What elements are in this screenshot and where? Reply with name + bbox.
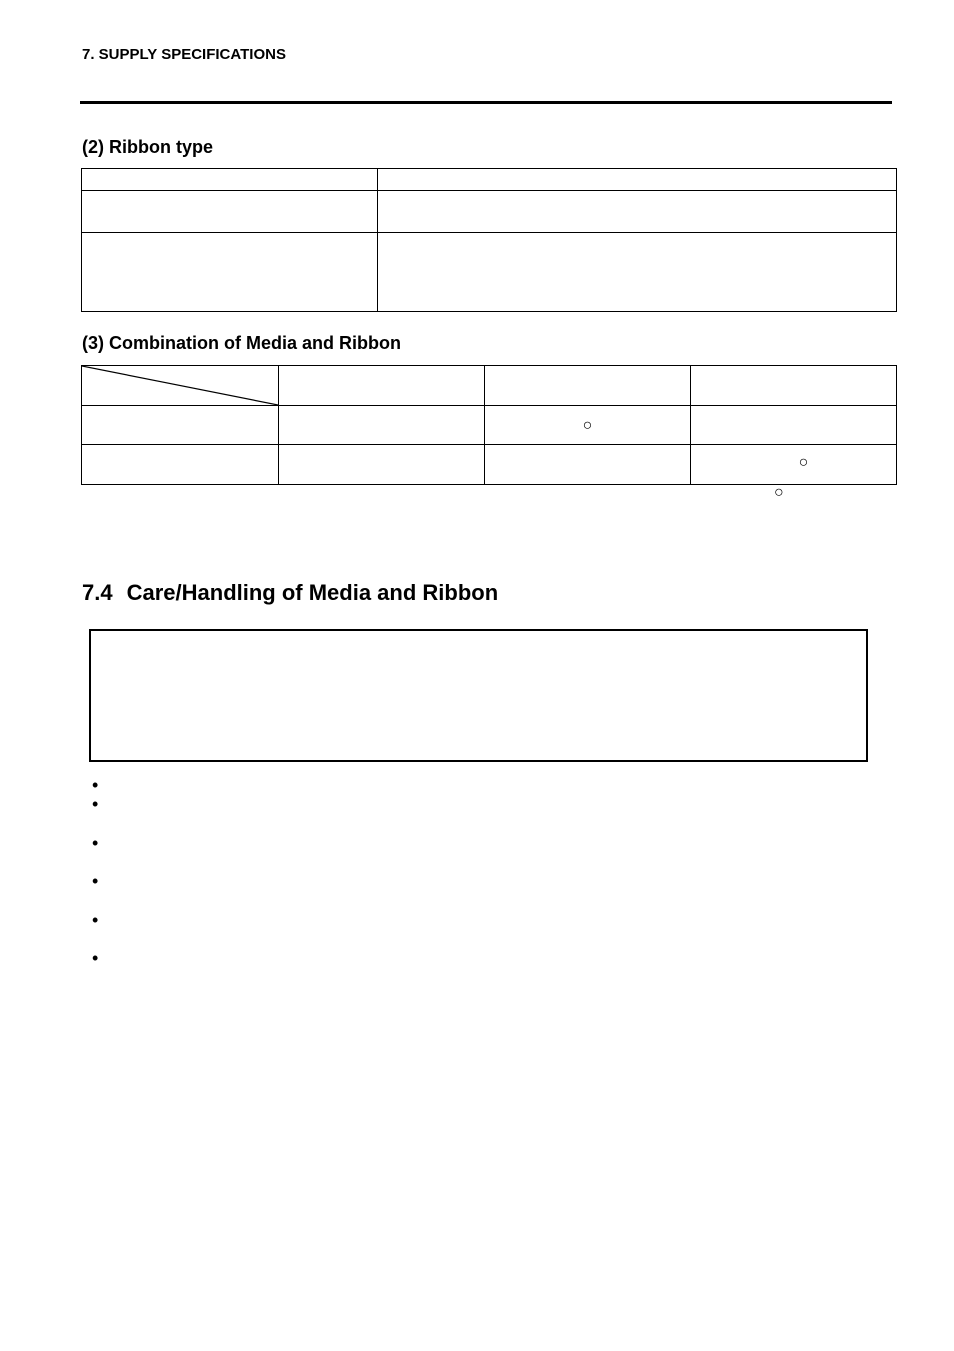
list-item: •	[92, 775, 99, 795]
table-row	[82, 406, 897, 445]
table-cell	[279, 445, 485, 485]
compatible-mark: ○	[798, 454, 809, 471]
diagonal-line	[82, 366, 278, 405]
ribbon-type-heading: (2) Ribbon type	[82, 137, 213, 157]
table-row	[82, 191, 897, 233]
footnote-mark: ○	[774, 484, 784, 501]
table-cell	[485, 445, 691, 485]
table-cell	[691, 366, 897, 406]
list-item: •	[92, 910, 99, 930]
table-cell	[378, 191, 897, 233]
section-title-text: Care/Handling of Media and Ribbon	[126, 580, 499, 605]
table-cell	[82, 169, 378, 191]
table-row	[82, 169, 897, 191]
list-item: •	[92, 833, 99, 853]
diagonal-header-cell	[82, 366, 279, 406]
section-title	[82, 580, 498, 606]
table-row	[82, 445, 897, 485]
table-cell	[82, 445, 279, 485]
table-cell	[279, 366, 485, 406]
ribbon-type-table	[81, 168, 897, 312]
table-cell	[279, 406, 485, 445]
table-cell	[82, 233, 378, 312]
list-item: •	[92, 794, 99, 814]
caution-box	[89, 629, 868, 762]
table-cell	[691, 406, 897, 445]
table-cell	[691, 445, 897, 485]
table-cell	[82, 406, 279, 445]
header-rule	[80, 101, 892, 104]
list-item: •	[92, 871, 99, 891]
table-row	[82, 366, 897, 406]
table-cell	[485, 406, 691, 445]
table-cell	[378, 233, 897, 312]
table-cell	[485, 366, 691, 406]
section-number: 7.4	[82, 580, 113, 605]
table-cell	[378, 169, 897, 191]
table-cell	[82, 191, 378, 233]
table-row	[82, 233, 897, 312]
combination-table	[81, 365, 897, 485]
compatible-mark: ○	[582, 416, 593, 434]
list-item: •	[92, 948, 99, 968]
combination-heading: (3) Combination of Media and Ribbon	[82, 333, 401, 353]
running-header: 7. SUPPLY SPECIFICATIONS	[82, 46, 286, 63]
